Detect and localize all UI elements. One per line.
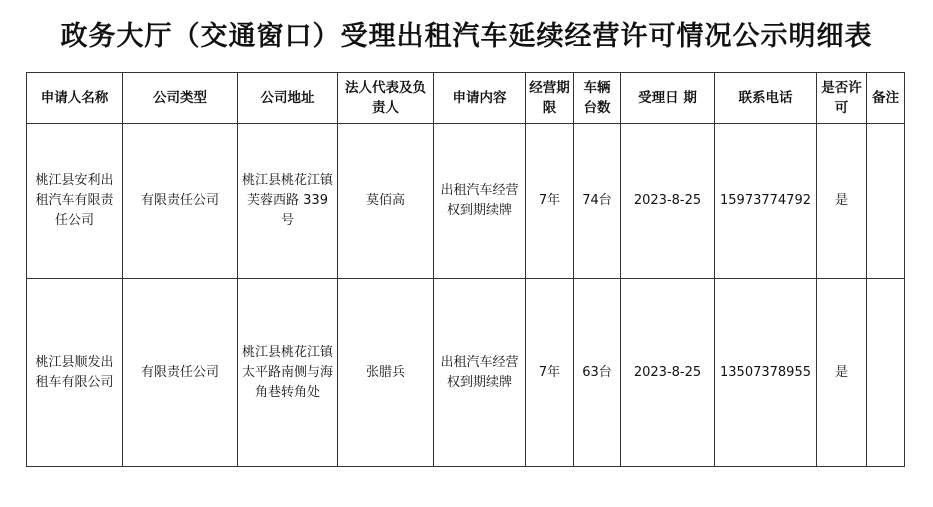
cell-date: 2023-8-25: [621, 124, 715, 279]
cell-company-type: 有限责任公司: [123, 279, 238, 467]
header-content: 申请内容: [434, 73, 526, 124]
cell-address: 桃江县桃花江镇太平路南侧与海角巷转角处: [238, 279, 338, 467]
cell-legal-rep: 莫佰高: [338, 124, 434, 279]
header-approved: 是否许可: [817, 73, 867, 124]
table-row: [27, 124, 905, 279]
page-title: 政务大厅（交通窗口）受理出租汽车延续经营许可情况公示明细表: [60, 21, 873, 52]
cell-remarks: [867, 124, 905, 279]
table-row: [27, 279, 905, 467]
cell-applicant: 桃江县顺发出租车有限公司: [27, 279, 123, 467]
cell-applicant: 桃江县安利出租汽车有限责任公司: [27, 124, 123, 279]
header-applicant: 申请人名称: [27, 73, 123, 124]
header-legal-rep: 法人代表及负责人: [338, 73, 434, 124]
cell-content: 出租汽车经营权到期续牌: [434, 124, 526, 279]
header-address: 公司地址: [238, 73, 338, 124]
cell-address: 桃江县桃花江镇芙蓉西路 339 号: [238, 124, 338, 279]
cell-term: 7年: [526, 279, 574, 467]
cell-date: 2023-8-25: [621, 279, 715, 467]
cell-approved: 是: [817, 279, 867, 467]
cell-legal-rep: 张腊兵: [338, 279, 434, 467]
header-phone: 联系电话: [715, 73, 817, 124]
cell-vehicles: 74台: [574, 124, 621, 279]
header-row: [27, 73, 905, 124]
header-vehicles: 车辆台数: [574, 73, 621, 124]
header-date: 受理日 期: [621, 73, 715, 124]
cell-phone: 13507378955: [715, 279, 817, 467]
license-table: [26, 72, 905, 467]
cell-phone: 15973774792: [715, 124, 817, 279]
cell-approved: 是: [817, 124, 867, 279]
cell-company-type: 有限责任公司: [123, 124, 238, 279]
cell-term: 7年: [526, 124, 574, 279]
cell-vehicles: 63台: [574, 279, 621, 467]
header-remarks: 备注: [867, 73, 905, 124]
header-company-type: 公司类型: [123, 73, 238, 124]
cell-content: 出租汽车经营权到期续牌: [434, 279, 526, 467]
header-term: 经营期限: [526, 73, 574, 124]
cell-remarks: [867, 279, 905, 467]
